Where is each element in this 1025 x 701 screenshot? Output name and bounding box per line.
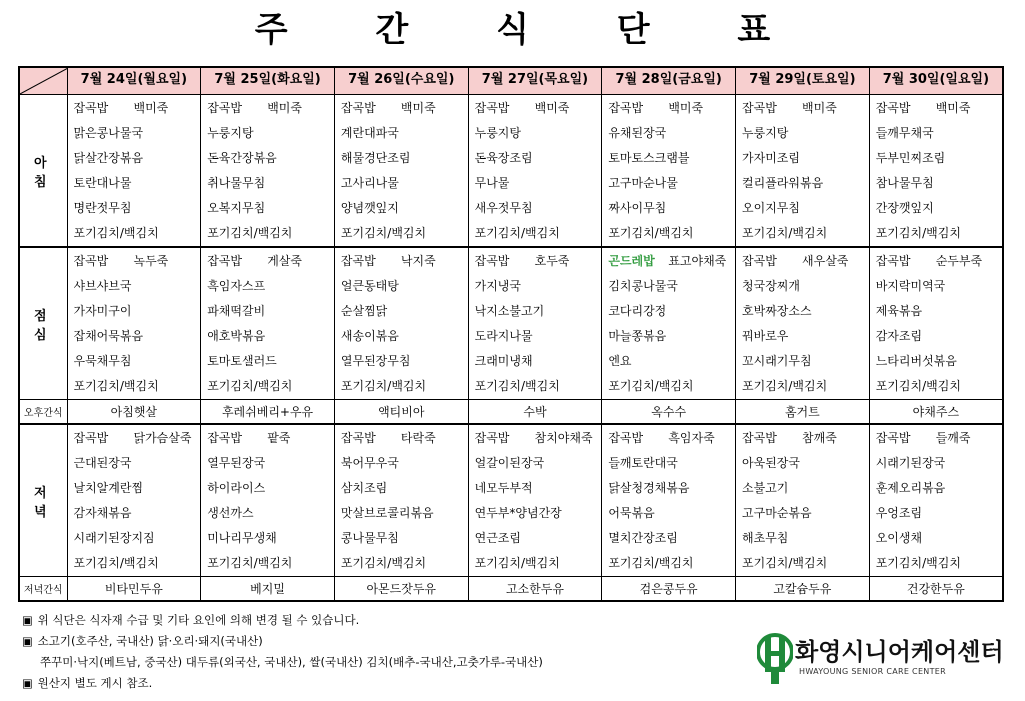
menu-item: 잡채어묵볶음 bbox=[73, 329, 144, 343]
rice-porridge-line bbox=[475, 96, 602, 121]
menu-item: 얼큰동태탕 bbox=[340, 279, 399, 293]
menu-item: 파채떡갈비 bbox=[207, 304, 266, 318]
porridge-name: 백미죽 bbox=[534, 101, 570, 115]
menu-cell bbox=[67, 247, 201, 400]
menu-list bbox=[68, 425, 201, 576]
rice-name: 잡곡밥 bbox=[340, 101, 376, 115]
porridge-name: 게살죽 bbox=[267, 254, 302, 268]
menu-item: 고구마순나물 bbox=[608, 176, 678, 190]
note-line: ▣ 위 식단은 식자재 수급 및 기타 요인에 의해 변경 될 수 있습니다. bbox=[22, 610, 543, 631]
rice-porridge-line bbox=[742, 96, 869, 121]
menu-item: 청국장찌개 bbox=[742, 279, 800, 293]
evening-snack-item: 비타민두유 bbox=[67, 577, 201, 602]
porridge-name: 닭가슴살죽 bbox=[133, 431, 192, 445]
menu-item: 토마토샐러드 bbox=[207, 354, 277, 368]
rice-name: 잡곡밥 bbox=[73, 431, 109, 445]
rice-porridge-line bbox=[608, 249, 735, 274]
menu-item: 돈육간장볶음 bbox=[207, 151, 277, 165]
menu-cell bbox=[468, 95, 602, 248]
menu-item: 포기김치/백김치 bbox=[742, 556, 828, 570]
menu-item: 들깨무채국 bbox=[875, 126, 934, 140]
rice-name: 잡곡밥 bbox=[474, 431, 510, 445]
menu-item: 멸치간장조림 bbox=[608, 531, 678, 545]
menu-item: 포기김치/백김치 bbox=[474, 556, 560, 570]
rice-name: 잡곡밥 bbox=[207, 101, 242, 115]
porridge-name: 팥죽 bbox=[267, 431, 291, 445]
menu-list bbox=[736, 425, 869, 576]
pm-snack-item: 홈거트 bbox=[736, 400, 870, 425]
rice-porridge-line bbox=[608, 96, 735, 121]
note-line: ▣ 원산지 별도 게시 참조. bbox=[22, 673, 543, 694]
menu-item: 가자미구이 bbox=[73, 304, 132, 318]
dinner-row bbox=[19, 424, 1003, 577]
porridge-name: 백미죽 bbox=[668, 101, 704, 115]
menu-item: 두부민찌조림 bbox=[875, 151, 946, 165]
menu-list bbox=[870, 95, 1002, 246]
menu-item: 포기김치/백김치 bbox=[73, 226, 159, 240]
porridge-name: 호두죽 bbox=[534, 254, 570, 268]
menu-item: 맑은콩나물국 bbox=[73, 126, 144, 140]
porridge-name: 타락죽 bbox=[400, 431, 436, 445]
rice-porridge-line bbox=[341, 426, 468, 451]
pm-snack-item: 후레쉬베리+우유 bbox=[201, 400, 335, 425]
pm-snack-item: 수박 bbox=[468, 400, 602, 425]
menu-item: 참나물무침 bbox=[875, 176, 934, 190]
menu-item: 유채된장국 bbox=[608, 126, 667, 140]
menu-list bbox=[335, 425, 468, 576]
logo-name: 화영시니어케어센터 bbox=[795, 638, 1004, 666]
rice-porridge-line bbox=[475, 426, 602, 451]
menu-item: 포기김치/백김치 bbox=[474, 226, 560, 240]
menu-cell bbox=[334, 247, 468, 400]
menu-item: 새송이볶음 bbox=[340, 329, 399, 343]
menu-item: 포기김치/백김치 bbox=[340, 379, 427, 393]
menu-item: 명란젓무침 bbox=[73, 201, 132, 215]
menu-item: 콩나물무침 bbox=[340, 531, 399, 545]
menu-item: 꿔바로우 bbox=[742, 329, 789, 343]
menu-item: 토마토스크램블 bbox=[608, 151, 690, 165]
porridge-name: 백미죽 bbox=[400, 101, 436, 115]
menu-cell bbox=[334, 424, 468, 577]
menu-list bbox=[602, 248, 735, 399]
menu-list bbox=[602, 425, 735, 576]
pm-snack-row bbox=[19, 400, 1003, 425]
porridge-name: 참깨죽 bbox=[802, 431, 837, 445]
bullet-icon: ▣ bbox=[22, 676, 33, 690]
menu-cell bbox=[736, 95, 870, 248]
menu-item: 소불고기 bbox=[742, 481, 789, 495]
menu-item: 토란대나물 bbox=[73, 176, 132, 190]
rice-name: 잡곡밥 bbox=[340, 431, 376, 445]
evening-snack-item: 고소한두유 bbox=[468, 577, 602, 602]
day-header: 7월 30일(일요일) bbox=[869, 67, 1003, 95]
evening-snack-item: 고칼슘두유 bbox=[736, 577, 870, 602]
menu-item: 날치알계란찜 bbox=[73, 481, 144, 495]
porridge-name: 새우살죽 bbox=[802, 254, 849, 268]
menu-item: 미나리무생채 bbox=[207, 531, 277, 545]
corner-cell bbox=[19, 67, 67, 95]
weekly-menu-table bbox=[18, 66, 1004, 602]
dinner-label: 저 녁 bbox=[19, 424, 67, 577]
rice-porridge-line bbox=[608, 426, 735, 451]
menu-list bbox=[469, 95, 602, 246]
menu-item: 열무된장국 bbox=[207, 456, 266, 470]
menu-item: 포기김치/백김치 bbox=[608, 379, 694, 393]
rice-porridge-line bbox=[207, 96, 334, 121]
menu-item: 얼갈이된장국 bbox=[474, 456, 545, 470]
pm-snack-item: 옥수수 bbox=[602, 400, 736, 425]
menu-item: 포기김치/백김치 bbox=[207, 379, 293, 393]
menu-item: 포기김치/백김치 bbox=[340, 556, 427, 570]
porridge-name: 백미죽 bbox=[802, 101, 837, 115]
rice-porridge-line bbox=[207, 426, 334, 451]
menu-item: 포기김치/백김치 bbox=[73, 379, 159, 393]
menu-item: 포기김치/백김치 bbox=[742, 379, 828, 393]
menu-cell bbox=[602, 95, 736, 248]
menu-item: 삼치조림 bbox=[340, 481, 388, 495]
menu-item: 느타리버섯볶음 bbox=[875, 354, 957, 368]
porridge-name: 순두부죽 bbox=[935, 254, 983, 268]
menu-cell bbox=[602, 247, 736, 400]
rice-porridge-line bbox=[74, 249, 201, 274]
diagonal-line bbox=[20, 68, 68, 94]
porridge-name: 들깨죽 bbox=[935, 431, 971, 445]
rice-name: 잡곡밥 bbox=[474, 254, 510, 268]
menu-item: 포기김치/백김치 bbox=[73, 556, 159, 570]
menu-item: 바지락미역국 bbox=[875, 279, 946, 293]
menu-item: 누룽지탕 bbox=[207, 126, 254, 140]
menu-item: 우묵채무침 bbox=[73, 354, 132, 368]
menu-item: 도라지나물 bbox=[474, 329, 533, 343]
center-logo bbox=[757, 628, 1007, 690]
evening-snack-item: 건강한두유 bbox=[869, 577, 1003, 602]
menu-item: 김치콩나물국 bbox=[608, 279, 678, 293]
day-header: 7월 27일(목요일) bbox=[468, 67, 602, 95]
menu-item: 취나물무침 bbox=[207, 176, 266, 190]
menu-item: 낙지소불고기 bbox=[474, 304, 545, 318]
menu-item: 순살찜닭 bbox=[340, 304, 388, 318]
porridge-name: 표고야채죽 bbox=[668, 254, 727, 268]
menu-item: 포기김치/백김치 bbox=[474, 379, 560, 393]
menu-item: 가지냉국 bbox=[474, 279, 521, 293]
rice-name: 잡곡밥 bbox=[73, 254, 109, 268]
pm-snack-item: 야채주스 bbox=[869, 400, 1003, 425]
menu-cell bbox=[869, 95, 1003, 248]
menu-item: 고구마순볶음 bbox=[742, 506, 812, 520]
menu-cell bbox=[201, 247, 335, 400]
menu-list bbox=[469, 425, 602, 576]
menu-item: 포기김치/백김치 bbox=[608, 556, 694, 570]
menu-item: 코다리강정 bbox=[608, 304, 667, 318]
menu-item: 닭살간장볶음 bbox=[73, 151, 144, 165]
menu-cell bbox=[468, 247, 602, 400]
menu-item: 아욱된장국 bbox=[742, 456, 800, 470]
menu-cell bbox=[602, 424, 736, 577]
menu-item: 어묵볶음 bbox=[608, 506, 655, 520]
rice-name: 잡곡밥 bbox=[608, 431, 644, 445]
rice-name: 곤드레밥 bbox=[608, 254, 655, 268]
menu-list bbox=[335, 95, 468, 246]
menu-item: 계란대파국 bbox=[340, 126, 399, 140]
menu-item: 오복지무침 bbox=[207, 201, 266, 215]
menu-list bbox=[201, 425, 334, 576]
rice-porridge-line bbox=[876, 249, 1002, 274]
evening-snack-item: 아몬드잣두유 bbox=[334, 577, 468, 602]
rice-name: 잡곡밥 bbox=[742, 101, 777, 115]
menu-item: 근대된장국 bbox=[73, 456, 132, 470]
menu-cell bbox=[67, 424, 201, 577]
menu-list bbox=[469, 248, 602, 399]
logo-mark-icon bbox=[757, 630, 793, 686]
rice-porridge-line bbox=[341, 249, 468, 274]
menu-item: 우엉조림 bbox=[875, 506, 923, 520]
menu-item: 샤브샤브국 bbox=[73, 279, 132, 293]
menu-item: 돈육장조림 bbox=[474, 151, 533, 165]
porridge-name: 녹두죽 bbox=[133, 254, 169, 268]
rice-porridge-line bbox=[207, 249, 334, 274]
menu-item: 가자미조림 bbox=[742, 151, 800, 165]
rice-porridge-line bbox=[341, 96, 468, 121]
breakfast-label: 아 침 bbox=[19, 95, 67, 248]
menu-list bbox=[736, 248, 869, 399]
menu-item: 훈제오리볶음 bbox=[875, 481, 946, 495]
rice-porridge-line bbox=[475, 249, 602, 274]
rice-name: 잡곡밥 bbox=[340, 254, 376, 268]
menu-cell bbox=[736, 247, 870, 400]
menu-list bbox=[201, 95, 334, 246]
menu-item: 크래미냉채 bbox=[474, 354, 533, 368]
porridge-name: 흑임자죽 bbox=[668, 431, 715, 445]
menu-item: 연근조림 bbox=[474, 531, 521, 545]
menu-item: 해초무침 bbox=[742, 531, 789, 545]
rice-porridge-line bbox=[876, 96, 1002, 121]
lunch-label: 점 심 bbox=[19, 247, 67, 400]
menu-item: 무나물 bbox=[474, 176, 510, 190]
menu-cell bbox=[67, 95, 201, 248]
menu-item: 양념깻잎지 bbox=[340, 201, 399, 215]
rice-name: 잡곡밥 bbox=[875, 254, 911, 268]
menu-item: 꼬시래기무침 bbox=[742, 354, 812, 368]
menu-cell bbox=[869, 424, 1003, 577]
menu-item: 들깨토란대국 bbox=[608, 456, 678, 470]
day-header: 7월 25일(화요일) bbox=[201, 67, 335, 95]
evening-snack-label: 저녁간식 bbox=[19, 577, 67, 602]
menu-item: 포기김치/백김치 bbox=[207, 226, 293, 240]
menu-item: 시래기된장지짐 bbox=[73, 531, 155, 545]
day-header: 7월 28일(금요일) bbox=[602, 67, 736, 95]
menu-item: 오이생채 bbox=[875, 531, 923, 545]
rice-name: 잡곡밥 bbox=[73, 101, 109, 115]
menu-cell bbox=[201, 95, 335, 248]
logo-subtitle: HWAYOUNG SENIOR CARE CENTER bbox=[799, 667, 946, 676]
menu-cell bbox=[736, 424, 870, 577]
breakfast-row bbox=[19, 95, 1003, 248]
note-line: ▣ 소고기(호주산, 국내산) 닭·오리·돼지(국내산) bbox=[22, 631, 543, 652]
menu-item: 포기김치/백김치 bbox=[608, 226, 694, 240]
page-title: 주 간 식 단 표 bbox=[254, 10, 809, 50]
menu-item: 포기김치/백김치 bbox=[340, 226, 427, 240]
rice-porridge-line bbox=[742, 426, 869, 451]
rice-name: 잡곡밥 bbox=[207, 254, 242, 268]
menu-item: 포기김치/백김치 bbox=[875, 226, 961, 240]
rice-name: 잡곡밥 bbox=[207, 431, 242, 445]
menu-item: 생선까스 bbox=[207, 506, 254, 520]
menu-item: 제육볶음 bbox=[875, 304, 923, 318]
menu-item: 닭살청경채볶음 bbox=[608, 481, 690, 495]
menu-item: 새우젓무침 bbox=[474, 201, 533, 215]
rice-name: 잡곡밥 bbox=[608, 101, 644, 115]
notes bbox=[22, 610, 543, 694]
bullet-icon: ▣ bbox=[22, 613, 33, 627]
day-header: 7월 24일(월요일) bbox=[67, 67, 201, 95]
menu-item: 포기김치/백김치 bbox=[875, 379, 961, 393]
menu-item: 열무된장무침 bbox=[340, 354, 411, 368]
rice-name: 잡곡밥 bbox=[474, 101, 510, 115]
menu-item: 오이지무침 bbox=[742, 201, 800, 215]
bullet-icon: ▣ bbox=[22, 634, 33, 648]
menu-cell bbox=[468, 424, 602, 577]
menu-list bbox=[335, 248, 468, 399]
menu-list bbox=[201, 248, 334, 399]
porridge-name: 백미죽 bbox=[935, 101, 971, 115]
menu-item: 포기김치/백김치 bbox=[875, 556, 961, 570]
pm-snack-item: 액티비아 bbox=[334, 400, 468, 425]
porridge-name: 낙지죽 bbox=[400, 254, 436, 268]
menu-list bbox=[870, 248, 1002, 399]
menu-item: 컬리플라워볶음 bbox=[742, 176, 824, 190]
menu-list bbox=[736, 95, 869, 246]
day-header: 7월 26일(수요일) bbox=[334, 67, 468, 95]
pm-snack-label: 오후간식 bbox=[19, 400, 67, 425]
menu-cell bbox=[869, 247, 1003, 400]
day-header: 7월 29일(토요일) bbox=[736, 67, 870, 95]
menu-item: 연두부*양념간장 bbox=[474, 506, 562, 520]
rice-porridge-line bbox=[74, 96, 201, 121]
menu-item: 흑임자스프 bbox=[207, 279, 266, 293]
menu-item: 포기김치/백김치 bbox=[742, 226, 828, 240]
menu-item: 감자채볶음 bbox=[73, 506, 132, 520]
menu-list bbox=[870, 425, 1002, 576]
menu-item: 해물경단조림 bbox=[340, 151, 411, 165]
menu-cell bbox=[334, 95, 468, 248]
menu-item: 시래기된장국 bbox=[875, 456, 946, 470]
menu-item: 간장깻잎지 bbox=[875, 201, 934, 215]
rice-name: 잡곡밥 bbox=[875, 431, 911, 445]
menu-list bbox=[602, 95, 735, 246]
lunch-row bbox=[19, 247, 1003, 400]
menu-item: 하이라이스 bbox=[207, 481, 266, 495]
pm-snack-item: 아침햇살 bbox=[67, 400, 201, 425]
rice-name: 잡곡밥 bbox=[742, 431, 777, 445]
rice-porridge-line bbox=[74, 426, 201, 451]
evening-snack-row bbox=[19, 577, 1003, 602]
evening-snack-item: 검은콩두유 bbox=[602, 577, 736, 602]
menu-item: 애호박볶음 bbox=[207, 329, 266, 343]
porridge-name: 참치야채죽 bbox=[534, 431, 593, 445]
rice-porridge-line bbox=[876, 426, 1002, 451]
menu-item: 누룽지탕 bbox=[742, 126, 789, 140]
menu-item: 네모두부적 bbox=[474, 481, 533, 495]
menu-list bbox=[68, 248, 201, 399]
menu-item: 고사리나물 bbox=[340, 176, 399, 190]
porridge-name: 백미죽 bbox=[267, 101, 302, 115]
rice-porridge-line bbox=[742, 249, 869, 274]
menu-item: 포기김치/백김치 bbox=[207, 556, 293, 570]
menu-item: 누룽지탕 bbox=[474, 126, 521, 140]
menu-item: 엔요 bbox=[608, 354, 632, 368]
note-line: 쭈꾸미·낙지(베트남, 중국산) 대두류(외국산, 국내산), 쌀(국내산) 김치(배추-국내산,고춧가루-국내산) bbox=[40, 655, 543, 669]
rice-name: 잡곡밥 bbox=[875, 101, 911, 115]
rice-name: 잡곡밥 bbox=[742, 254, 777, 268]
menu-item: 짜사이무침 bbox=[608, 201, 667, 215]
menu-cell bbox=[201, 424, 335, 577]
menu-item: 호박짜장소스 bbox=[742, 304, 812, 318]
menu-item: 마늘쫑볶음 bbox=[608, 329, 667, 343]
evening-snack-item: 베지밀 bbox=[201, 577, 335, 602]
menu-list bbox=[68, 95, 201, 246]
menu-item: 북어무우국 bbox=[340, 456, 399, 470]
menu-item: 감자조림 bbox=[875, 329, 923, 343]
porridge-name: 백미죽 bbox=[133, 101, 169, 115]
menu-item: 맛살브로콜리볶음 bbox=[340, 506, 434, 520]
